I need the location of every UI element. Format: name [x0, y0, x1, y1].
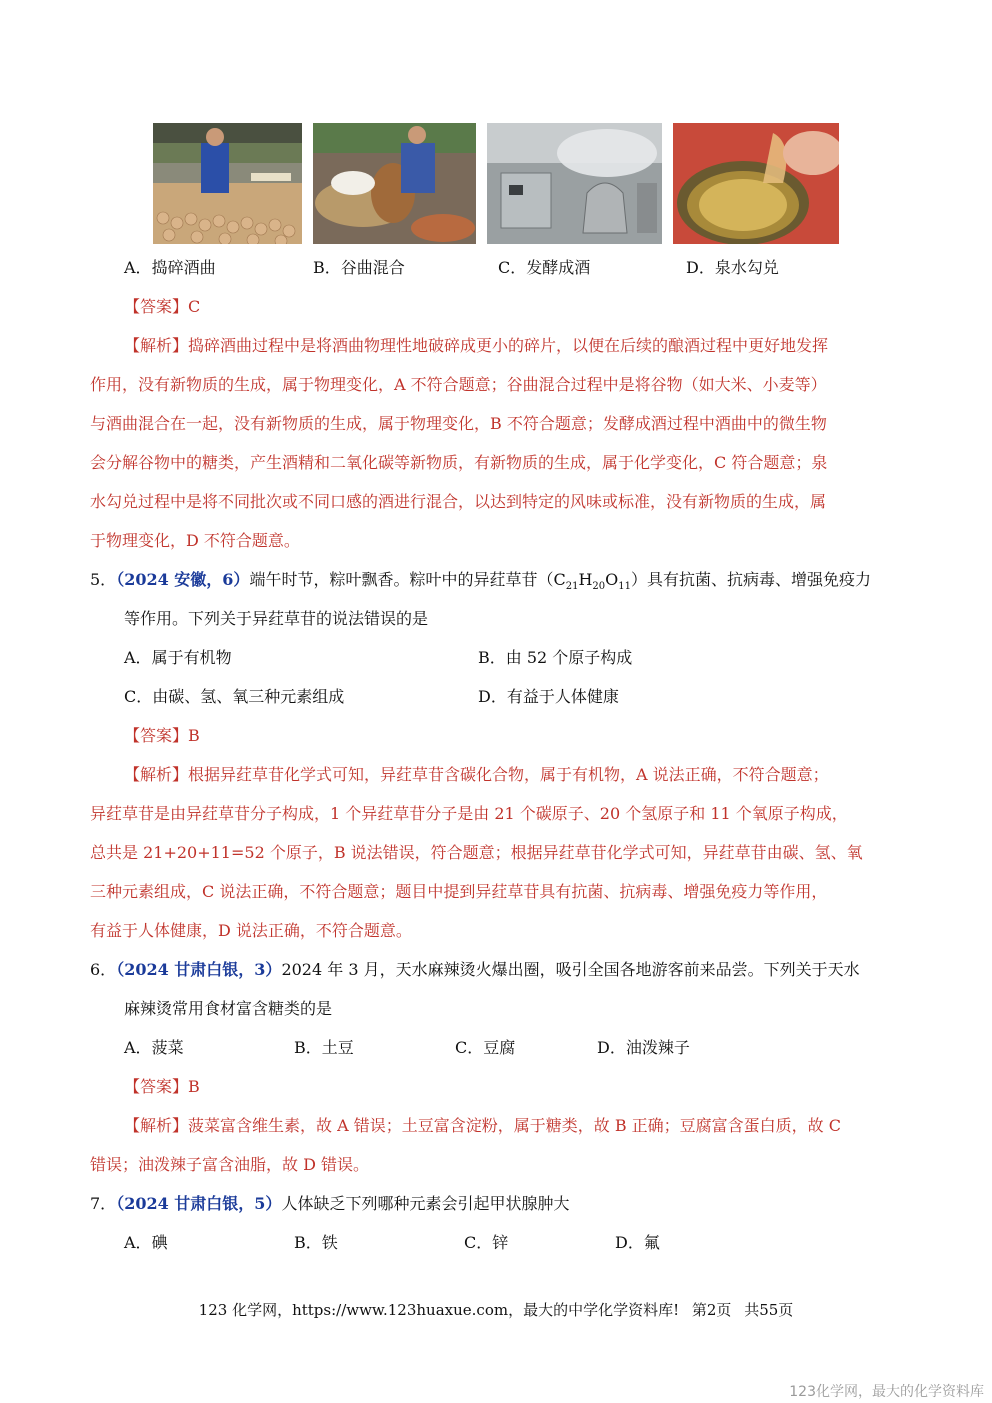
q4-analysis-line: 水勾兑过程中是将不同批次或不同口感的酒进行混合，以达到特定的风味或标准，没有新物质的生成，属	[90, 492, 827, 511]
photo-crushing-jiuqu	[153, 123, 302, 244]
q6-stem: 6．（2024 甘肃白银，3）2024 年 3 月，天水麻辣烫火爆出圈，吸引全国各地游客前来品尝。下列关于天水	[90, 960, 860, 979]
q5-answer: 【答案】B	[124, 726, 200, 745]
q5-analysis-line: 三种元素组成，C 说法正确，不符合题意；题目中提到异荭草苷具有抗菌、抗病毒、增强免疫力等作用，	[90, 882, 828, 901]
q5-analysis-line: 异荭草苷是由异荭草苷分子构成，1 个异荭草苷分子是由 21 个碳原子、20 个氢原子和 11 个氧原子构成，	[90, 804, 848, 823]
q5-stem: 5．（2024 安徽，6）端午时节，粽叶飘香。粽叶中的异荭草苷$(C_{21}H_{20}O_{11})$具有抗菌、抗病毒、增强免疫力	[90, 570, 871, 592]
q6-analysis-line: 【解析】菠菜富含维生素，故 A 错误；土豆富含淀粉，属于糖类，故 B 正确；豆腐富含蛋白质，故 C	[124, 1116, 842, 1135]
photo-spring-water-blending	[673, 123, 839, 244]
q7-option-b: B．铁	[294, 1233, 338, 1252]
q6-option-c: C．豆腐	[455, 1038, 516, 1057]
q5-analysis-line: 总共是 21+20+11=52 个原子，B 说法错误，符合题意；根据异荭草苷化学式可知，异荭草苷由碳、氢、氧	[90, 843, 863, 862]
footer-page-total: 共55页	[744, 1301, 794, 1319]
footer-page-number: 第2页	[691, 1301, 732, 1319]
q4-analysis-line: 与酒曲混合在一起，没有新物质的生成，属于物理变化，B 不符合题意；发酵成酒过程中酒曲中的微生物	[90, 414, 827, 433]
q7-option-a: A．碘	[124, 1233, 168, 1252]
q5-analysis-line: 有益于人体健康，D 说法正确，不符合题意。	[90, 921, 412, 940]
q6-option-b: B．土豆	[294, 1038, 354, 1057]
q4-option-b: B．谷曲混合	[313, 258, 405, 277]
q4-option-c: C．发酵成酒	[498, 258, 591, 277]
q6-answer: 【答案】B	[124, 1077, 200, 1096]
photo-fermentation	[487, 123, 662, 244]
q5-analysis-line: 【解析】根据异荭草苷化学式可知，异荭草苷含碳化合物，属于有机物，A 说法正确，不符合题意；	[124, 765, 829, 784]
q7-stem: 7．（2024 甘肃白银，5）人体缺乏下列哪种元素会引起甲状腺肿大	[90, 1194, 570, 1213]
q4-analysis-line: 【解析】捣碎酒曲过程中是将酒曲物理性地破碎成更小的碎片，以便在后续的酿酒过程中更好地发挥	[124, 336, 829, 355]
q7-option-d: D．氟	[615, 1233, 660, 1252]
q4-analysis-line: 作用，没有新物质的生成，属于物理变化，A 不符合题意；谷曲混合过程中是将谷物（如大米、小麦等）	[90, 375, 827, 394]
q5-option-c: C．由碳、氢、氧三种元素组成	[124, 687, 345, 706]
q7-option-c: C．锌	[464, 1233, 509, 1252]
q5-stem-line2: 等作用。下列关于异荭草苷的说法错误的是	[124, 609, 429, 628]
q4-option-a: A．捣碎酒曲	[124, 258, 216, 277]
q5-formula: $C_{21}H_{20}O_{11}$	[553, 570, 631, 592]
q6-option-d: D．油泼辣子	[597, 1038, 690, 1057]
watermark: 123化学网，最大的化学资料库	[789, 1384, 984, 1400]
q5-option-d: D．有益于人体健康	[478, 687, 619, 706]
q5-option-a: A．属于有机物	[124, 648, 232, 667]
q6-stem-line2: 麻辣烫常用食材富含糖类的是	[124, 999, 333, 1018]
page-footer	[0, 1299, 992, 1320]
q4-analysis-line: 于物理变化，D 不符合题意。	[90, 531, 300, 550]
q5-option-b: B．由 52 个原子构成	[478, 648, 633, 667]
q6-option-a: A．菠菜	[124, 1038, 184, 1057]
photo-mixing-grain	[313, 123, 476, 244]
q4-option-d: D．泉水勾兑	[686, 258, 779, 277]
q6-analysis-line: 错误；油泼辣子富含油脂，故 D 错误。	[90, 1155, 370, 1174]
q4-analysis-line: 会分解谷物中的糖类，产生酒精和二氧化碳等新物质，有新物质的生成，属于化学变化，C 符合题意；泉	[90, 453, 828, 472]
footer-site-text: 123 化学网，https://www.123huaxue.com，最大的中学化学资料库!	[198, 1301, 680, 1319]
q4-answer: 【答案】C	[124, 297, 201, 316]
